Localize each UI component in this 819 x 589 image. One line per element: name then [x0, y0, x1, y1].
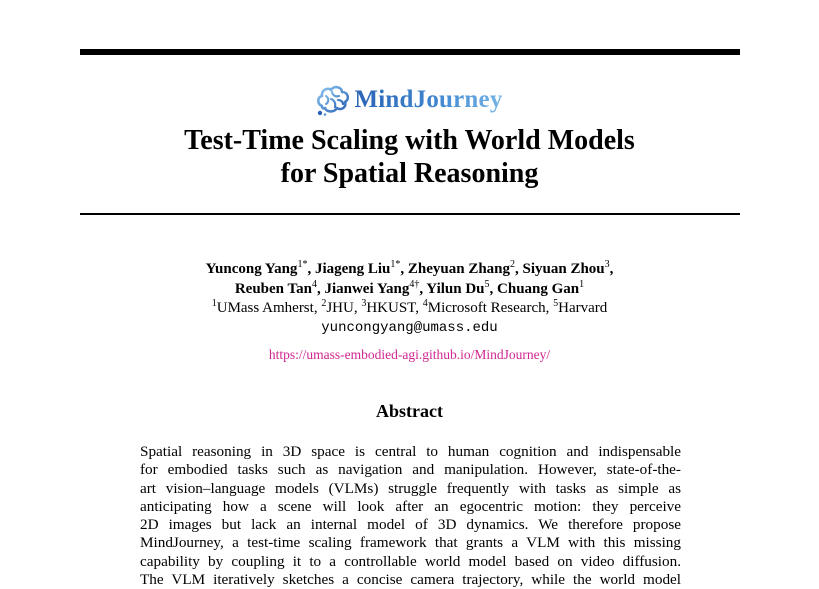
author-names-line-1: Yuncong Yang$^{1*}$, Jiageng Liu$^{1*}$, Zheyuan Zhang$^2$, Siyuan Zhou$^3$, — [205, 259, 614, 277]
author-name: Chuang Gan — [497, 280, 580, 297]
author-email: yuncongyang@umass.edu — [321, 319, 498, 336]
author-name: Jianwei Yang — [324, 280, 410, 297]
abstract-line: for embodied tasks such as navigation and manipulation. However, state-of-the- — [140, 461, 681, 479]
affiliations: $^1$UMass Amherst, $^2$JHU, $^3$HKUST, $^4$Microsoft Research, $^5$Harvard — [211, 298, 608, 316]
abstract-line: The VLM iteratively sketches a concise camera trajectory, while the world model — [140, 571, 681, 589]
author-name: Yuncong Yang — [205, 261, 298, 277]
project-link[interactable]: https://umass-embodied-agi.github.io/MindJourney/ — [268, 347, 551, 362]
title-line-1: Test-Time Scaling with World Models — [184, 125, 635, 156]
abstract-body — [140, 443, 681, 589]
author-name: Zheyuan Zhang — [407, 261, 511, 277]
brand — [0, 84, 819, 116]
title-rule — [80, 213, 740, 215]
author-name: Jiageng Liu — [314, 261, 391, 277]
author-name: Siyuan Zhou — [522, 261, 605, 277]
author-name: Yilun Du — [426, 280, 485, 297]
abstract-line: capability by coupling it to a controllable world model based on video diffusion. — [140, 552, 681, 570]
abstract-line: anticipating how a scene will look after an egocentric motion: they perceive — [140, 497, 681, 515]
title-line-2: for Spatial Reasoning — [280, 158, 539, 189]
abstract-line: MindJourney, a test-time scaling framework that grants a VLM with this missing — [140, 534, 681, 552]
brain-icon — [316, 84, 350, 116]
abstract-line: 2D images but lack an internal model of 3D dynamics. We therefore propose — [140, 516, 681, 534]
abstract-line: Spatial reasoning in 3D space is central to human cognition and indispensable — [140, 443, 681, 460]
top-rule — [80, 49, 740, 55]
author-names-line-2: Reuben Tan$^4$, Jianwei Yang$^{4\dagger}$, Yilun Du$^5$, Chuang Gan$^1$ — [234, 278, 585, 297]
author-name: Reuben Tan — [234, 280, 312, 297]
brand-name: MindJourney — [354, 86, 503, 113]
abstract-line: art vision–language models (VLMs) struggle frequently with tasks as simple as — [140, 479, 681, 497]
author-block — [0, 260, 819, 338]
paper-title — [0, 124, 819, 190]
abstract-heading: Abstract — [376, 401, 443, 421]
